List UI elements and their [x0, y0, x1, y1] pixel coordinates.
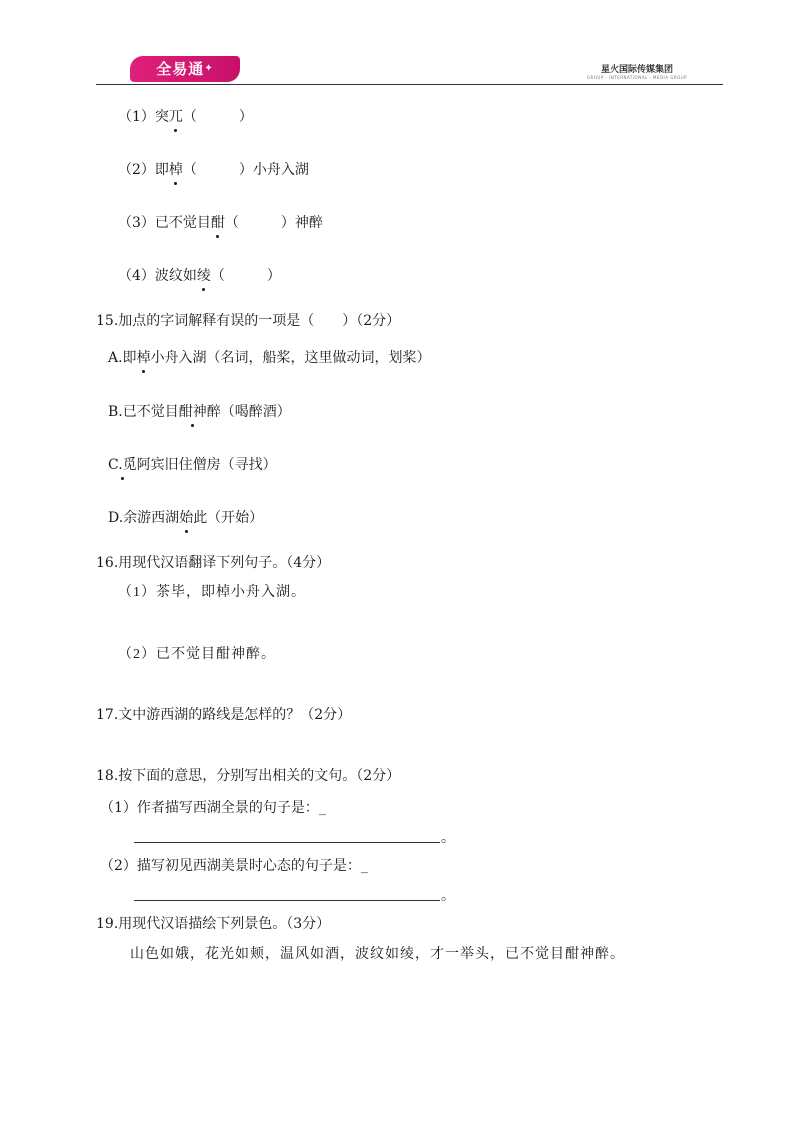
q14-item-3-prefix: （3）已不觉目 — [118, 215, 211, 231]
q14-item-4-dotted: 绫 — [196, 268, 211, 284]
q15-option-a — [108, 348, 431, 368]
q18-end-mark-1: 。 — [441, 830, 455, 846]
company-name: 星火国际传媒集团 — [600, 65, 673, 75]
q18-answer-line-2[interactable] — [134, 900, 440, 901]
q14-item-4-suffix: （ ） — [210, 268, 281, 284]
q14-item-3-suffix: （ ）神醉 — [224, 215, 323, 231]
q14-item-1-dotted: 兀 — [168, 109, 183, 125]
header-divider — [96, 84, 723, 85]
q16-stem: 16.用现代汉语翻译下列句子。（4分） — [96, 555, 331, 571]
q14-item-1-prefix: （1）突 — [118, 109, 169, 125]
q15-b-prefix: B.已不觉 — [108, 404, 165, 420]
q14-item-3 — [118, 213, 323, 233]
q18-end-mark-2: 。 — [441, 888, 455, 904]
company-subtitle: GROUP · INTERNATIONAL · MEDIA GROUP — [586, 75, 688, 80]
q14-item-2 — [118, 160, 309, 180]
q15-d-dotted: 始 — [179, 510, 194, 526]
q15-d-prefix: D.余游西湖 — [108, 510, 180, 526]
q15-stem: 15.加点的字词解释有误的一项是（ ）（2分） — [96, 313, 401, 329]
q15-d-suffix: 此（开始） — [193, 510, 264, 526]
q14-item-2-dotted: 棹 — [168, 162, 183, 178]
q15-option-b — [108, 402, 291, 422]
q15-b-suffix: （喝醉酒） — [220, 404, 291, 420]
q15-option-c — [108, 455, 277, 475]
logo-text: 全易通 — [156, 60, 205, 78]
q16-sentence-2: （2）已不觉目酣神醉。 — [118, 647, 276, 662]
q14-item-3-dotted: 酣 — [210, 215, 225, 231]
q18-stem: 18.按下面的意思，分别写出相关的文句。（2分） — [96, 768, 401, 784]
q18-prompt-1: （1）作者描写西湖全景的句子是：_ — [100, 800, 326, 816]
q14-item-2-prefix: （2）即 — [118, 162, 169, 178]
q15-a-prefix: A.即 — [108, 350, 137, 366]
q15-c-suffix: 阿宾旧住僧房（寻找） — [136, 457, 277, 473]
q18-answer-line-1[interactable] — [134, 842, 440, 843]
q15-c-dotted: C.觅 — [108, 457, 137, 473]
q15-b-dotted: 目酣神醉 — [164, 404, 221, 420]
logo — [130, 56, 240, 82]
q15-a-suffix: 小舟入湖（名词，船桨，这里做动词，划桨） — [150, 350, 431, 366]
q14-item-1 — [118, 107, 253, 127]
page-header — [0, 0, 800, 90]
q14-item-4 — [118, 266, 281, 286]
sparkle-icon: ✦ — [204, 63, 214, 74]
q14-item-4-prefix: （4）波纹如 — [118, 268, 197, 284]
q19-passage: 山色如娥，花光如颊，温风如酒，波纹如绫，才一举头，已不觉目酣神醉。 — [130, 947, 625, 962]
q18-prompt-2: （2）描写初见西湖美景时心态的句子是：_ — [100, 858, 368, 874]
q16-sentence-1: （1）茶毕，即棹小舟入湖。 — [118, 585, 306, 600]
q19-stem: 19.用现代汉语描绘下列景色。（3分） — [96, 916, 331, 932]
q14-item-1-suffix: （ ） — [182, 109, 253, 125]
q17-stem: 17.文中游西湖的路线是怎样的？（2分） — [96, 707, 352, 723]
q15-a-dotted: 棹 — [136, 350, 151, 366]
q14-item-2-suffix: （ ）小舟入湖 — [182, 162, 309, 178]
q15-option-d — [108, 508, 263, 528]
